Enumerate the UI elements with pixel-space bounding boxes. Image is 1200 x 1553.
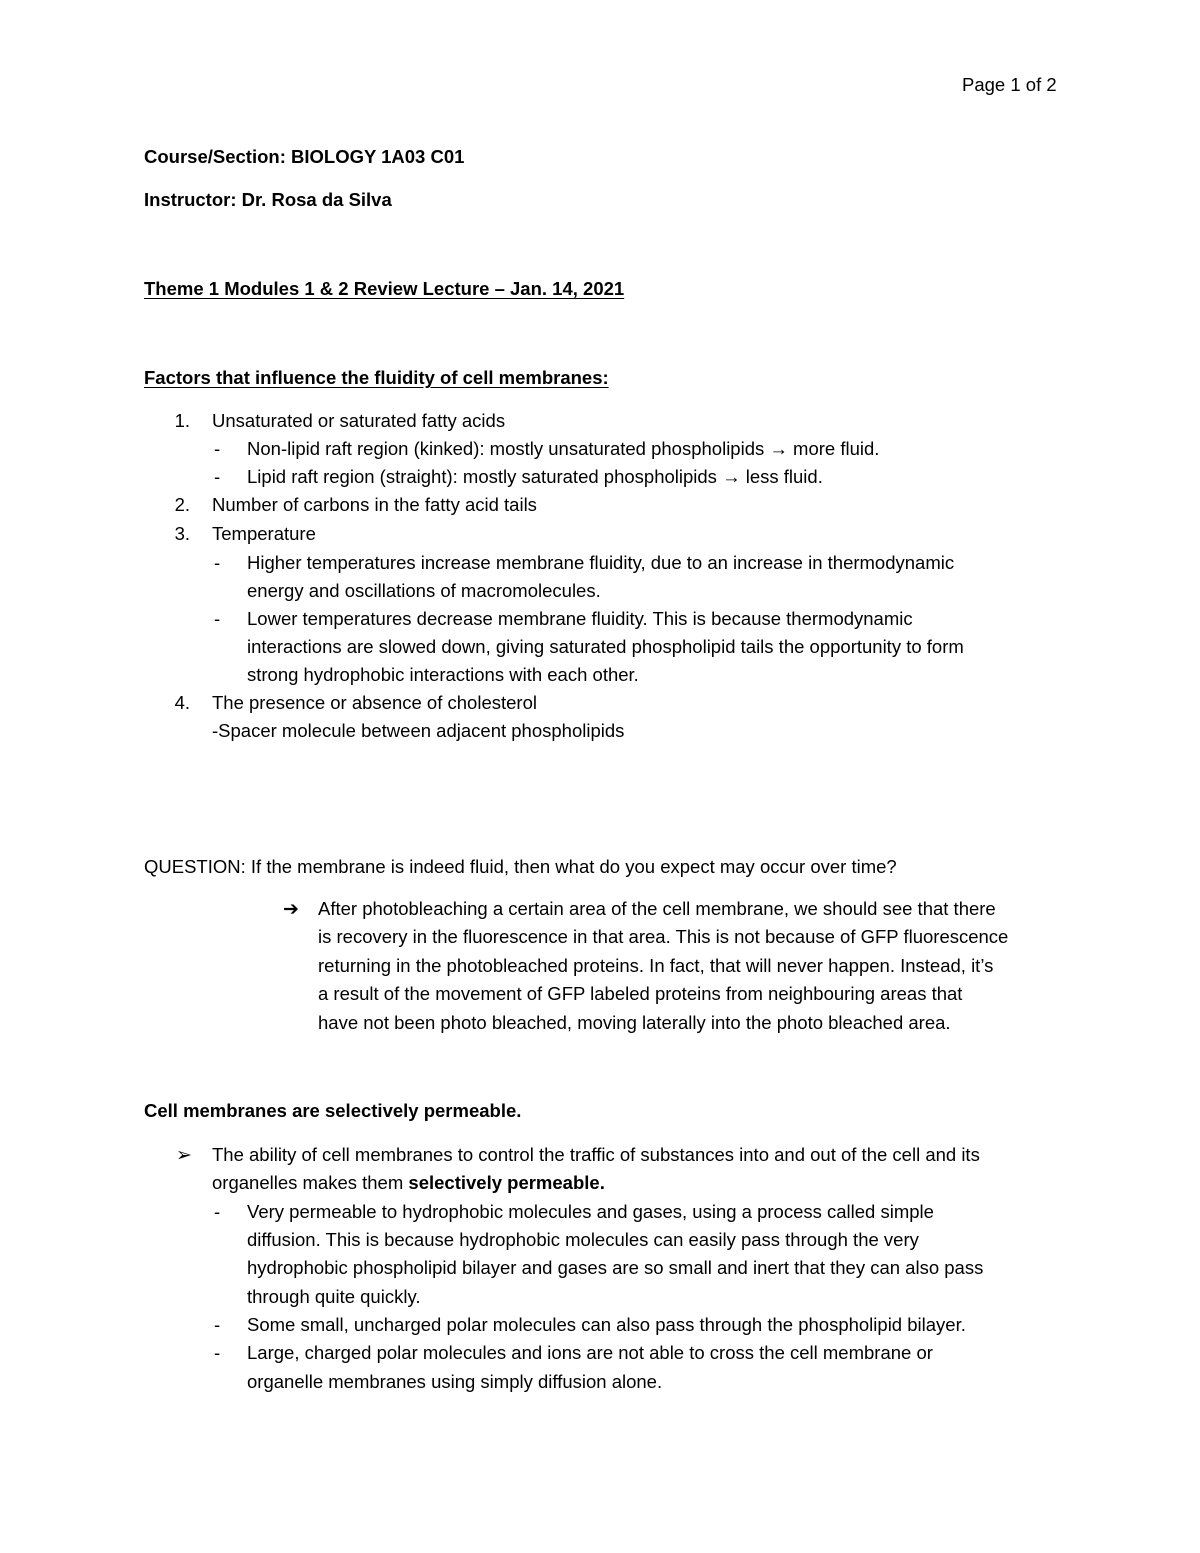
answer-line-4: a result of the movement of GFP labeled proteins from neighbouring areas that [318, 983, 963, 1004]
dash-bullet: - [214, 438, 221, 459]
permeable-bullet-line-2 [212, 1172, 605, 1194]
factor-1-sub-2-text: Lipid raft region (straight): mostly saturated phospholipids [247, 466, 717, 487]
question-text: QUESTION: If the membrane is indeed fluid, then what do you expect may occur over time? [144, 856, 897, 877]
factor-3-sub-1-line-2: energy and oscillations of macromolecules. [247, 580, 601, 601]
permeable-dash-1-line-3: hydrophobic phospholipid bilayer and gases are so small and inert that they can also pass [247, 1257, 984, 1278]
right-arrow-icon: → [722, 466, 741, 487]
course-section: Course/Section: BIOLOGY 1A03 C01 [144, 146, 465, 167]
factor-1-sub-2-result: less fluid. [745, 466, 823, 487]
permeable-dash-1-line-2: diffusion. This is because hydrophobic molecules can easily pass through the very [247, 1229, 919, 1250]
factor-1-text: Unsaturated or saturated fatty acids [212, 410, 506, 431]
list-number-4: 4. [174, 692, 190, 713]
permeable-dash-1-line-4: through quite quickly. [247, 1286, 421, 1307]
permeable-dash-3-line-1: Large, charged polar molecules and ions are not able to cross the cell membrane or [247, 1342, 933, 1363]
permeable-dash-3-line-2: organelle membranes using simply diffusion alone. [247, 1371, 663, 1392]
factor-3-text: Temperature [212, 523, 316, 544]
selectively-permeable-emphasis: selectively permeable. [408, 1172, 605, 1193]
dash-bullet: - [214, 1201, 221, 1222]
answer-line-3: returning in the photobleached proteins. In fact, that will never happen. Instead, it’s [318, 955, 994, 976]
factor-1-sub-1-text: Non-lipid raft region (kinked): mostly unsaturated phospholipids [247, 438, 765, 459]
chevron-bullet-icon: ➢ [176, 1145, 192, 1166]
dash-bullet: - [214, 1314, 221, 1335]
list-number-1: 1. [174, 410, 190, 431]
right-arrow-icon: → [769, 438, 788, 459]
factor-2-text: Number of carbons in the fatty acid tails [212, 494, 537, 515]
instructor: Instructor: Dr. Rosa da Silva [144, 189, 392, 210]
factor-3-sub-2-line-3: strong hydrophobic interactions with each other. [247, 664, 639, 685]
lecture-title: Theme 1 Modules 1 & 2 Review Lecture – Jan. 14, 2021 [144, 278, 625, 299]
bold-arrow-icon: ➔ [283, 899, 299, 920]
dash-bullet: - [214, 1342, 221, 1363]
dash-bullet: - [214, 552, 221, 573]
answer-line-2: is recovery in the fluorescence in that area. This is not because of GFP fluorescence [318, 926, 1009, 947]
factor-1-sub-2 [247, 466, 823, 488]
dash-bullet: - [214, 466, 221, 487]
factor-3-sub-1-line-1: Higher temperatures increase membrane fluidity, due to an increase in thermodynamic [247, 552, 955, 573]
answer-line-5: have not been photo bleached, moving laterally into the photo bleached area. [318, 1012, 951, 1033]
factor-4-text: The presence or absence of cholesterol [212, 692, 537, 713]
factor-3-sub-2-line-2: interactions are slowed down, giving saturated phospholipid tails the opportunity to form [247, 636, 964, 657]
answer-line-1: After photobleaching a certain area of the cell membrane, we should see that there [318, 898, 996, 919]
permeable-bullet-line-2-text: organelles makes them [212, 1172, 409, 1193]
list-number-2: 2. [174, 494, 190, 515]
permeable-bullet-line-1: The ability of cell membranes to control the traffic of substances into and out of the cell and its [212, 1144, 980, 1165]
factor-4-sub: -Spacer molecule between adjacent phospholipids [212, 720, 625, 741]
list-number-3: 3. [174, 523, 190, 544]
factor-1-sub-1-result: more fluid. [793, 438, 880, 459]
factor-3-sub-2-line-1: Lower temperatures decrease membrane fluidity. This is because thermodynamic [247, 608, 913, 629]
factor-1-sub-1 [247, 438, 879, 460]
page-number: Page 1 of 2 [962, 74, 1057, 95]
fluidity-heading: Factors that influence the fluidity of cell membranes: [144, 367, 609, 388]
permeable-dash-2-line-1: Some small, uncharged polar molecules can also pass through the phospholipid bilayer. [247, 1314, 966, 1335]
permeable-heading: Cell membranes are selectively permeable. [144, 1100, 522, 1121]
permeable-dash-1-line-1: Very permeable to hydrophobic molecules and gases, using a process called simple [247, 1201, 934, 1222]
dash-bullet: - [214, 608, 221, 629]
